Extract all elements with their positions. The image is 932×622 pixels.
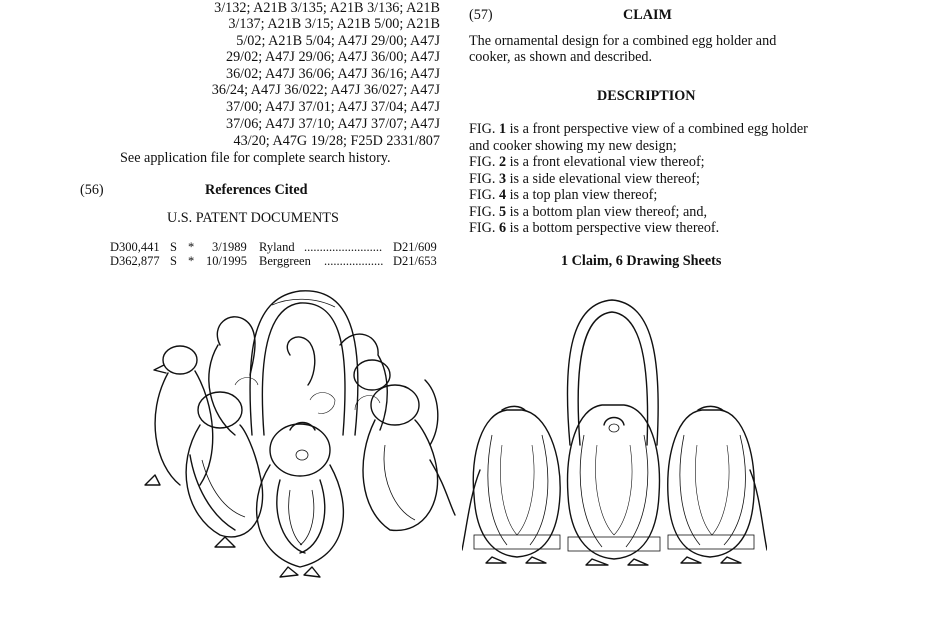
figure-description bbox=[469, 187, 657, 204]
ref-star: * bbox=[188, 240, 195, 254]
fig-number: 3 bbox=[498, 171, 507, 187]
fig-text: is a front perspective view of a combined egg holder bbox=[509, 121, 808, 137]
ref-class: D21/609 bbox=[393, 240, 437, 254]
ref-date: 10/1995 bbox=[206, 254, 247, 268]
references-heading: References Cited bbox=[205, 182, 308, 198]
fig-prefix: FIG. bbox=[469, 171, 496, 187]
fig-number: 2 bbox=[498, 154, 507, 170]
fig-text: is a side elevational view thereof; bbox=[509, 171, 700, 187]
classification-line: 29/02; A47J 29/06; A47J 36/00; A47J bbox=[225, 49, 440, 65]
figure-description bbox=[469, 154, 705, 171]
ref-leader: ......................... bbox=[304, 240, 383, 254]
classification-line: 37/00; A47J 37/01; A47J 37/04; A47J bbox=[225, 99, 440, 115]
classification-line: 5/02; A21B 5/04; A47J 29/00; A47J bbox=[236, 33, 440, 49]
classification-line: 3/137; A21B 3/15; A21B 5/00; A21B bbox=[228, 16, 440, 32]
claim-code: (57) bbox=[469, 7, 493, 23]
fig-number: 5 bbox=[498, 204, 507, 220]
fig-text: is a bottom plan view thereof; and, bbox=[509, 204, 708, 220]
fig-prefix: FIG. bbox=[469, 204, 496, 220]
fig-number: 4 bbox=[498, 187, 507, 203]
fig-number: 6 bbox=[498, 220, 507, 236]
penguin-egg-holder-perspective-drawing bbox=[140, 285, 460, 585]
ref-number: D300,441 bbox=[110, 240, 160, 254]
fig-prefix: FIG. bbox=[469, 220, 496, 236]
figure-description bbox=[469, 220, 719, 237]
ref-leader: ................... bbox=[324, 254, 384, 268]
claim-text-line: The ornamental design for a combined egg holder and bbox=[469, 33, 777, 49]
description-heading: DESCRIPTION bbox=[597, 88, 696, 104]
references-code: (56) bbox=[80, 182, 104, 198]
classification-line: 36/02; A47J 36/06; A47J 36/16; A47J bbox=[225, 66, 440, 82]
search-history-note: See application file for complete search history. bbox=[120, 150, 391, 166]
ref-class: D21/653 bbox=[393, 254, 437, 268]
fig-prefix: FIG. bbox=[469, 121, 496, 137]
patent-documents-subheading: U.S. PATENT DOCUMENTS bbox=[167, 210, 339, 226]
fig-text: is a bottom perspective view thereof. bbox=[509, 220, 720, 236]
ref-kind: S bbox=[170, 254, 177, 268]
ref-kind: S bbox=[170, 240, 177, 254]
classification-line: 43/20; A47G 19/28; F25D 2331/807 bbox=[233, 133, 440, 149]
figure-description bbox=[469, 121, 808, 138]
fig-text: is a front elevational view thereof; bbox=[509, 154, 705, 170]
classification-line: 36/24; A47J 36/022; A47J 36/027; A47J bbox=[211, 82, 440, 98]
ref-star: * bbox=[188, 254, 195, 268]
fig-text: and cooker showing my new design; bbox=[469, 138, 677, 154]
ref-date: 3/1989 bbox=[212, 240, 247, 254]
classification-line: 37/06; A47J 37/10; A47J 37/07; A47J bbox=[225, 116, 440, 132]
figure-description bbox=[469, 138, 677, 155]
ref-name: Berggreen bbox=[259, 254, 311, 268]
ref-number: D362,877 bbox=[110, 254, 160, 268]
penguin-egg-holder-front-drawing bbox=[462, 295, 767, 570]
figure-description bbox=[469, 171, 700, 188]
classification-line: 3/132; A21B 3/135; A21B 3/136; A21B bbox=[214, 0, 440, 16]
claim-text-line: cooker, as shown and described. bbox=[469, 49, 653, 65]
claims-sheets-summary: 1 Claim, 6 Drawing Sheets bbox=[561, 253, 722, 269]
ref-name: Ryland bbox=[259, 240, 295, 254]
fig-number: 1 bbox=[498, 121, 507, 137]
fig-text: is a top plan view thereof; bbox=[509, 187, 658, 203]
fig-prefix: FIG. bbox=[469, 187, 496, 203]
claim-heading: CLAIM bbox=[623, 7, 672, 23]
fig-prefix: FIG. bbox=[469, 154, 496, 170]
figure-description bbox=[469, 204, 707, 221]
